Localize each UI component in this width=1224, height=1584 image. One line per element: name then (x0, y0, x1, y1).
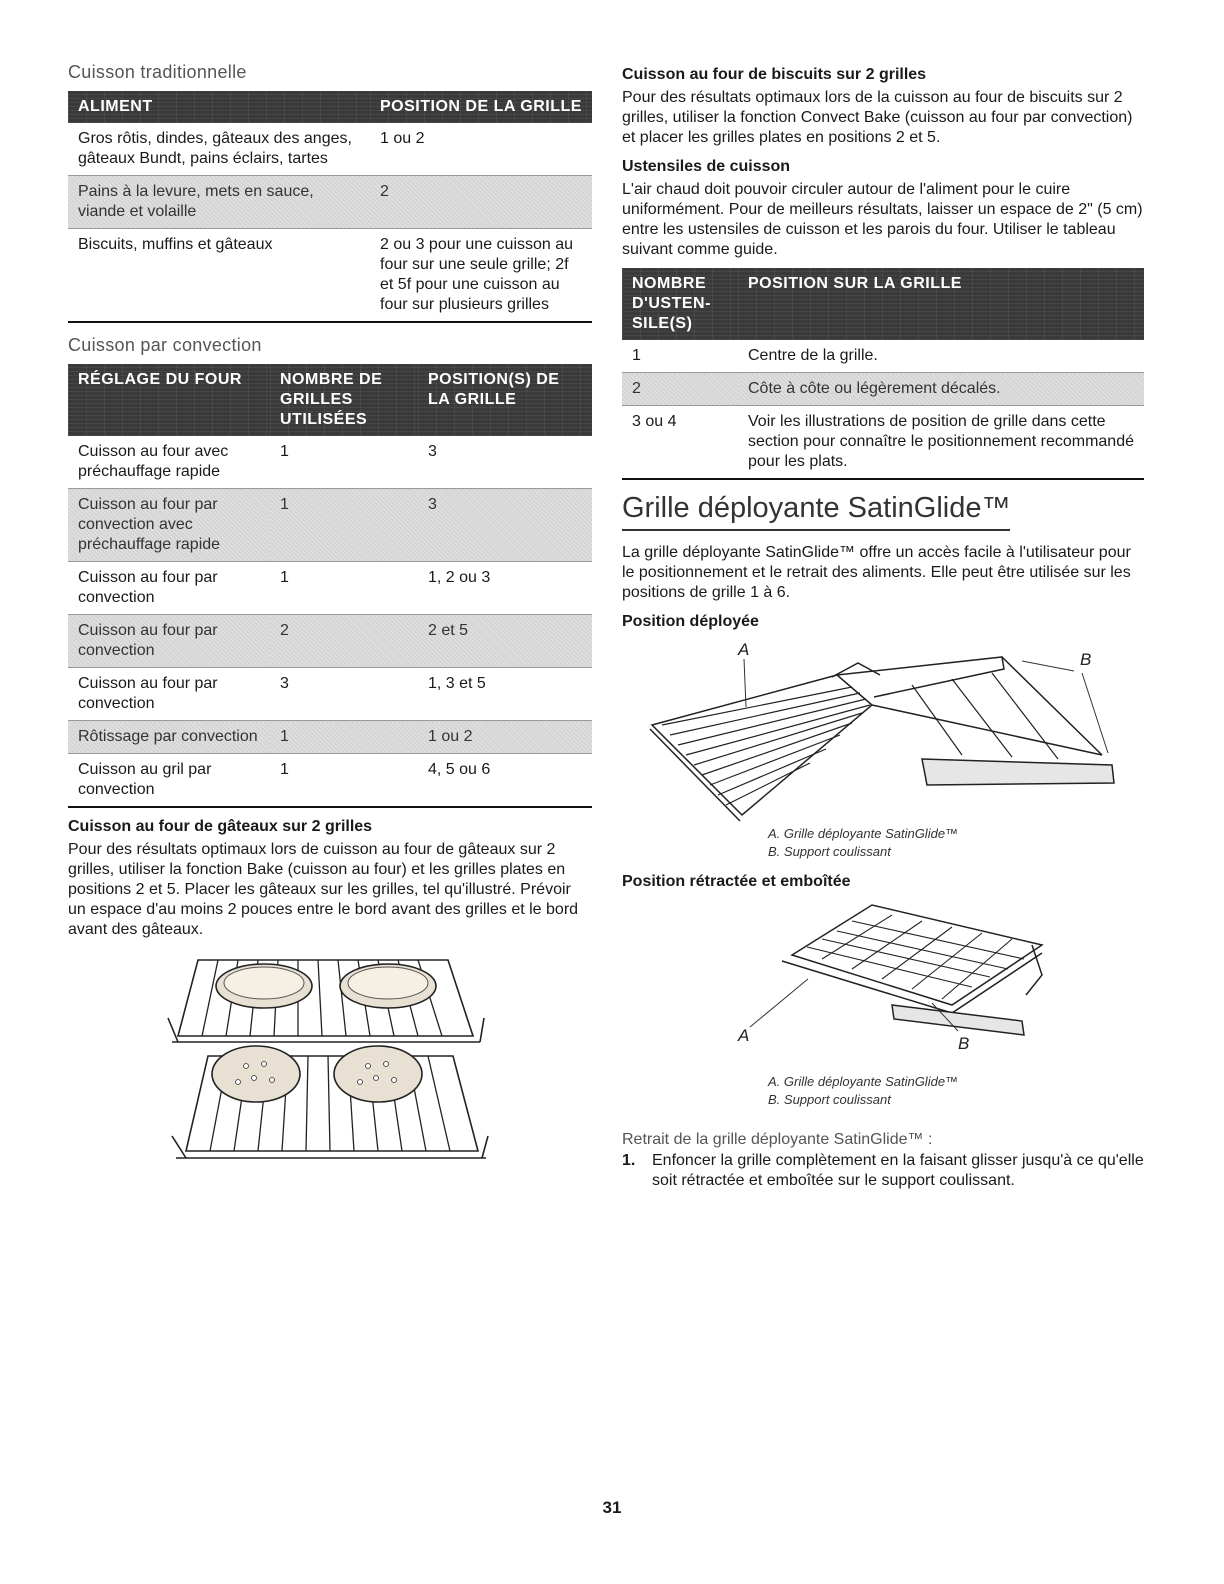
table-row (68, 123, 592, 176)
cakes-paragraph: Pour des résultats optimaux lors de cuisson au four de gâteaux sur 2 grilles, utiliser la fonction Bake (cuisson au four) et les grilles plates en positions 2 et 5. Placer les gâteaux sur les grilles, tel qu'illustré. Prévoir un espace d'au moins 2 pouces entre le bord avant des grilles et le bord avant des gâteaux. (68, 841, 579, 938)
deployed-rack-illustration (622, 635, 1144, 825)
table-cell: 1 (270, 489, 418, 562)
deployed-caption-b: B. Support coulissant (768, 844, 891, 859)
table-cell: 2 (622, 373, 738, 406)
table-cell: Cuisson au four avec préchauffage rapide (78, 443, 229, 480)
table-cell: Pains à la levure, mets en sauce, viande et volaille (68, 176, 370, 229)
traditional-baking-table (68, 91, 592, 323)
table-cell: 1 (280, 443, 289, 460)
table-cell: 2 (370, 176, 592, 229)
table-cell: 1 ou 2 (418, 721, 592, 754)
deployed-heading: Position déployée (622, 613, 759, 630)
table-cell: 1, 2 ou 3 (428, 569, 491, 586)
table-cell: 3 (418, 489, 592, 562)
table-cell: Centre de la grille. (748, 347, 878, 364)
table-row (622, 406, 1144, 480)
table-cell: 2 ou 3 pour une cuisson au four sur une seule grille; 2f et 5f pour une cuisson au four sur plusieurs grilles (370, 229, 592, 323)
table-row (68, 436, 592, 489)
left-column (68, 62, 592, 1186)
table-header: POSITION DE LA GRILLE (370, 91, 592, 123)
table-header: POSITION(S) DE LA GRILLE (418, 364, 592, 436)
satinglide-title: Grille déployante SatinGlide™ (622, 492, 1010, 531)
biscuits-heading: Cuisson au four de biscuits sur 2 grilles (622, 66, 927, 83)
callout-b-label: B (1080, 650, 1092, 669)
table-cell: Cuisson au gril par convection (68, 754, 270, 808)
table-header: RÉGLAGE DU FOUR (68, 364, 270, 436)
table-row (68, 489, 592, 562)
right-column (622, 62, 1144, 1191)
table-cell: 2 (270, 615, 418, 668)
cakes-heading: Cuisson au four de gâteaux sur 2 grilles (68, 818, 373, 835)
removal-title: Retrait de la grille déployante SatinGlide™ : (622, 1131, 933, 1148)
table-cell: 1 ou 2 (380, 130, 425, 147)
table-cell: 1, 3 et 5 (428, 675, 486, 692)
deployed-caption-a: A. Grille déployante SatinGlide™ (768, 826, 959, 841)
table-cell: 3 (280, 675, 289, 692)
table-row (68, 668, 592, 721)
convection-baking-table (68, 364, 592, 808)
step-number: 1. (622, 1152, 636, 1169)
table-row (622, 340, 1144, 373)
removal-step (622, 1151, 1144, 1191)
two-racks-cakes-illustration (68, 946, 592, 1186)
table-row (68, 615, 592, 668)
table-header: NOMBRE DE GRILLES UTILISÉES (270, 364, 418, 436)
retracted-caption-b: B. Support coulissant (768, 1092, 891, 1107)
biscuits-paragraph: Pour des résultats optimaux lors de la cuisson au four de biscuits sur 2 grilles, utiliser la fonction Convect Bake (cuisson au four par convection) et placer les grilles plates en positions 2 et 5. (622, 89, 1133, 146)
callout-b-label: B (958, 1034, 970, 1053)
table-cell: 3 (428, 443, 437, 460)
callout-a-label: A (738, 1026, 750, 1045)
table-cell: Gros rôtis, dindes, gâteaux des anges, gâteaux Bundt, pains éclairs, tartes (78, 130, 352, 167)
table-row (622, 373, 1144, 406)
table-cell: Côte à côte ou légèrement décalés. (738, 373, 1144, 406)
cookware-table (622, 268, 1144, 480)
table-cell: 2 et 5 (418, 615, 592, 668)
traditional-baking-title: Cuisson traditionnelle (68, 62, 247, 82)
retracted-rack-illustration (622, 895, 1144, 1073)
table-cell: 1 (270, 721, 418, 754)
table-cell: Biscuits, muffins et gâteaux (68, 229, 370, 323)
table-cell: 1 (270, 754, 418, 808)
table-cell: 1 (280, 569, 289, 586)
satinglide-paragraph: La grille déployante SatinGlide™ offre un accès facile à l'utilisateur pour le positionnement et le retrait des aliments. Elle peut être utilisée sur les positions de grille 1 à 6. (622, 544, 1131, 601)
table-row (68, 176, 592, 229)
retracted-caption-a: A. Grille déployante SatinGlide™ (768, 1074, 959, 1089)
table-cell: Cuisson au four par convection avec préchauffage rapide (68, 489, 270, 562)
table-header: NOMBRE D'USTEN-SILE(S) (622, 268, 738, 340)
callout-a-label: A (738, 640, 750, 659)
table-header: POSITION SUR LA GRILLE (738, 268, 1144, 340)
convection-baking-title: Cuisson par convection (68, 335, 262, 355)
table-row (68, 721, 592, 754)
table-header: ALIMENT (68, 91, 370, 123)
table-cell: 1 (632, 347, 641, 364)
cookware-heading: Ustensiles de cuisson (622, 158, 791, 175)
page-number: 31 (602, 1498, 622, 1517)
table-cell: Voir les illustrations de position de grille dans cette section pour connaître le positionnement recommandé pour les plats. (738, 406, 1144, 480)
table-row (68, 562, 592, 615)
table-row (68, 229, 592, 323)
table-cell: Rôtissage par convection (68, 721, 270, 754)
step-text: Enfoncer la grille complètement en la faisant glisser jusqu'à ce qu'elle soit rétractée et emboîtée sur le support coulissant. (652, 1152, 1144, 1189)
retracted-heading: Position rétractée et emboîtée (622, 873, 851, 890)
table-row (68, 754, 592, 808)
table-cell: Cuisson au four par convection (78, 675, 218, 712)
cookware-paragraph: L'air chaud doit pouvoir circuler autour de l'aliment pour le cuire uniformément. Pour de meilleurs résultats, laisser un espace de 2" (5 cm) entre les ustensiles de cuisson et les parois du four. Utiliser le tableau suivant comme guide. (622, 181, 1143, 258)
table-cell: 4, 5 ou 6 (418, 754, 592, 808)
table-cell: Cuisson au four par convection (78, 569, 218, 606)
table-cell: Cuisson au four par convection (68, 615, 270, 668)
table-cell: 3 ou 4 (622, 406, 738, 480)
